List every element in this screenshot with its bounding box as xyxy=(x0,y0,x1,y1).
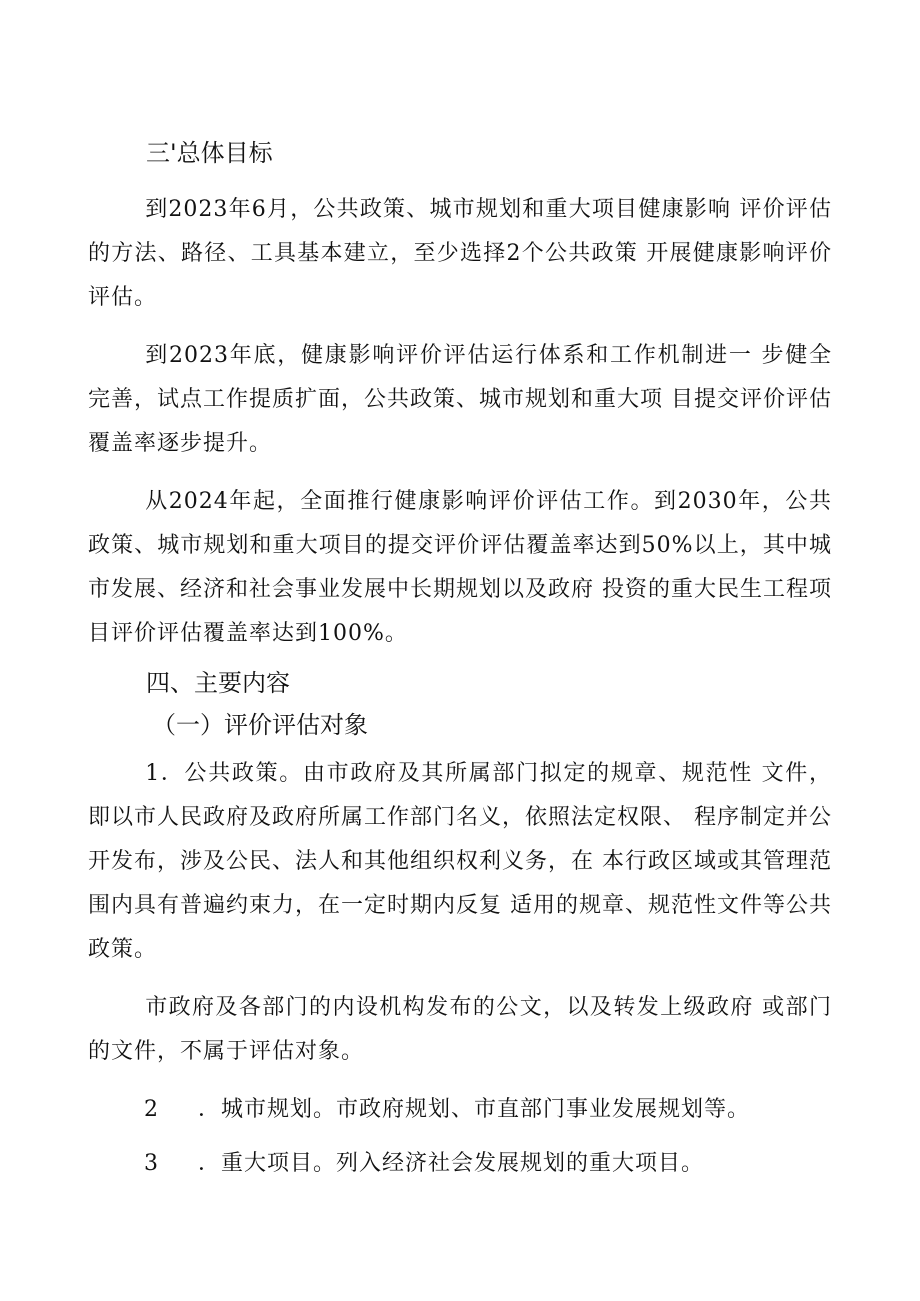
document-page xyxy=(88,138,832,1186)
list-item-urban-planning xyxy=(144,1088,832,1132)
list-item-major-projects xyxy=(144,1142,832,1186)
list-item-number: 2 xyxy=(144,1097,159,1122)
subsection-heading-evaluation-targets: （一）评价评估对象 xyxy=(152,711,368,739)
list-item-text: ．重大项目。列入经济社会发展规划的重大项目。 xyxy=(198,1151,705,1176)
paragraph-exclusion: 市政府及各部门的内设机构发布的公文，以及转发上级政府 或部门的文件，不属于评估对象。 xyxy=(88,995,832,1064)
paragraph-goal-2024-2030: 从2024年起，全面推行健康影响评价评估工作。到2030年，公共政策、城市规划和重大项目的提交评价评估覆盖率达到50%以上，其中城市发展、经济和社会事业发展中长期规划以及政府 投资的重大民生工程项目评价评估覆盖率达到100%。 xyxy=(88,489,832,646)
section-heading-overall-goals: 三'总体目标 xyxy=(146,139,273,167)
paragraph-goal-2023-june: 到2023年6月，公共政策、城市规划和重大项目健康影响 评价评估的方法、路径、工具基本建立，至少选择2个公共政策 开展健康影响评价评估。 xyxy=(88,197,832,310)
paragraph-goal-2023-end: 到2023年底，健康影响评价评估运行体系和工作机制进一 步健全完善，试点工作提质扩面，公共政策、城市规划和重大项 目提交评价评估覆盖率逐步提升。 xyxy=(88,343,832,456)
paragraph-public-policy: 1．公共政策。由市政府及其所属部门拟定的规章、规范性 文件，即以市人民政府及政府所属工作部门名义，依照法定权限、 程序制定并公开发布，涉及公民、法人和其他组织权利义务，在 本行政区域或其管理范围内具有普遍约束力，在一定时期内反复 适用的规章、规范性文件等公共政策。 xyxy=(88,761,832,962)
list-item-number: 3 xyxy=(144,1151,159,1176)
list-item-text: ．城市规划。市政府规划、市直部门事业发展规划等。 xyxy=(198,1097,751,1122)
section-heading-main-content: 四、主要内容 xyxy=(146,669,290,697)
